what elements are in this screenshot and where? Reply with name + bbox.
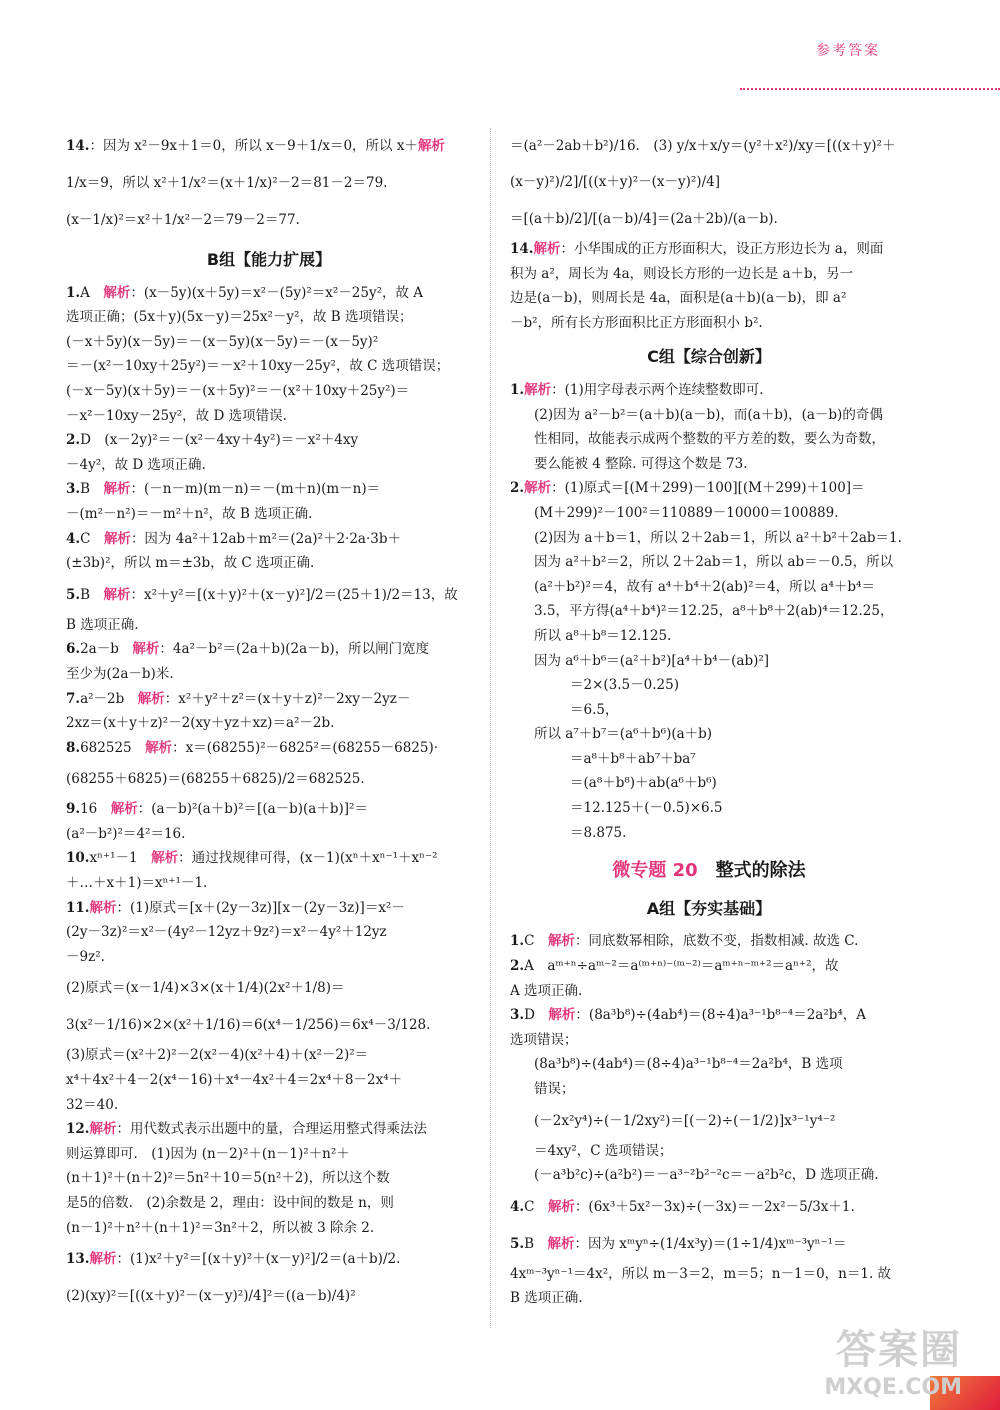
watermark-big: 答案圈 (836, 1327, 962, 1373)
answer-line (510, 699, 908, 723)
item-number: 9. (66, 801, 81, 818)
answer-text: B (524, 1235, 548, 1252)
answer-line (66, 405, 472, 429)
item-number: 4. (510, 1198, 525, 1215)
answer-text: 4xᵐ⁻³yⁿ⁻¹＝4x²，所以 m－3＝2，m＝5；n－1＝0，n＝1. 故 (510, 1265, 892, 1282)
answer-text: B (80, 481, 104, 498)
answer-text: ＝2×(3.5－0.25) (570, 677, 679, 694)
analysis-text: ：x²＋y²＝[(x＋y)²＋(x－y)²]/2＝(25＋1)/2＝13，故 (130, 586, 458, 603)
answer-text: 682525 (80, 739, 146, 756)
header-divider (740, 88, 1000, 90)
analysis-tag: 解析 (547, 933, 575, 950)
answer-item (66, 128, 472, 164)
answer-line (510, 1053, 908, 1077)
answer-line (66, 663, 472, 687)
answer-text: B (80, 586, 104, 603)
answer-text: a²－2b (80, 690, 138, 707)
header-label: 参考答案 (816, 43, 880, 59)
answer-text: A (80, 284, 104, 301)
answer-text: (M＋299)²－100²＝110889－10000＝100889. (534, 504, 839, 521)
answer-line (66, 614, 472, 638)
answer-line (66, 1278, 472, 1314)
item-number: 7. (66, 690, 81, 707)
answer-text: 2xz＝(x＋y＋z)²－2(xy＋yz＋xz)＝a²－2b. (66, 715, 335, 732)
analysis-text: ：同底数幂相除，底数不变，指数相减. 故选 C. (574, 933, 859, 950)
analysis-tag: 解析 (547, 1198, 575, 1215)
topic-title: 整式的除法 (715, 860, 806, 882)
answer-text: 积为 a²，周长为 4a，则设长方形的一边长是 a＋b，另一 (510, 265, 854, 282)
answer-text: C (524, 1198, 548, 1215)
answer-item (66, 798, 472, 822)
answer-line (510, 797, 908, 821)
analysis-text: ：(8a³b⁸)÷(4ab⁴)＝(8÷4)a³⁻¹b⁸⁻⁴＝2a²b⁴，A (575, 1007, 867, 1024)
answer-line (66, 712, 472, 736)
watermark-logo (824, 1318, 962, 1400)
answer-line (510, 1078, 908, 1102)
answer-text: (8a³b⁸)÷(4ab⁴)＝(8÷4)a³⁻¹b⁸⁻⁴＝2a²b⁴，B 选项 (534, 1056, 843, 1073)
answer-line (510, 772, 908, 796)
answer-text: ＝6.5， (570, 701, 619, 718)
item-number: 2. (66, 432, 81, 449)
analysis-tag: 解析 (132, 641, 160, 658)
answer-item (510, 1189, 908, 1225)
answer-text: 3(x²－1/16)×2×(x²＋1/16)＝6(x⁴－1/256)＝6x⁴－3/128. (66, 1017, 431, 1034)
answer-line (510, 1140, 908, 1164)
item-number: 1. (510, 933, 525, 950)
answer-text: 因为 a²＋b²＝2，所以 2＋2ab＝1，所以 ab＝－0.5，所以 (534, 554, 894, 571)
answer-text: ＝[(a＋b)/2]/[(a－b)/4]＝(2a＋2b)/(a－b). (510, 211, 778, 227)
analysis-tag: 解析 (103, 530, 131, 547)
item-number: 6. (66, 641, 81, 658)
analysis-tag: 解析 (151, 850, 179, 867)
answer-text: (x－1/x)²＝x²＋1/x²－2＝79－2＝77. (66, 212, 300, 228)
answer-item (66, 737, 472, 761)
item-number: 12. (66, 1121, 90, 1138)
answer-line (510, 1164, 908, 1188)
answer-text: ＝4xy²，C 选项错误； (534, 1142, 673, 1159)
answer-text: 所以 a⁷＋b⁷＝(a⁶＋b⁶)(a＋b) (534, 726, 713, 743)
analysis-text: ：因为 xᵐyⁿ÷(1/4x³y)＝(1÷1/4)xᵐ⁻³yⁿ⁻¹＝ (574, 1235, 847, 1252)
analysis-text: ：因为 4a²＋12ab＋m²＝(2a)²＋2·2a·3b＋ (130, 530, 401, 547)
analysis-text: ：(a－b)²(a＋b)²＝[(a－b)(a＋b)]²＝ (137, 801, 368, 818)
answer-line (66, 202, 472, 238)
analysis-text: ：(x－5y)(x＋5y)＝x²－(5y)²＝x²－25y²，故 A (130, 284, 424, 301)
answer-text: 边是(a－b)，则周长是 4a，面积是(a＋b)(a－b)，即 a² (510, 290, 847, 307)
watermark-small: MXQE.COM (824, 1375, 962, 1400)
analysis-tag: 解析 (547, 1235, 575, 1252)
answer-text: (－a³b²c)÷(a²b²)＝－a³⁻²b²⁻²c＝－a²b²c，D 选项正确. (534, 1167, 879, 1184)
analysis-text: ：用代数式表示出题中的量，合理运用整式得乘法法 (116, 1121, 427, 1138)
answer-text: 错误； (534, 1081, 575, 1097)
answer-line (66, 872, 472, 896)
section-heading: C组【综合创新】 (647, 347, 771, 367)
answer-text: C (80, 530, 104, 547)
answer-line (510, 287, 908, 311)
answer-item (510, 477, 908, 501)
analysis-tag: 解析 (110, 801, 138, 818)
analysis-tag: 解析 (145, 739, 173, 756)
answer-item (66, 577, 472, 613)
right-column (510, 128, 908, 1312)
answer-text: D (80, 432, 105, 449)
analysis-text: ：x²＋y²＋z²＝(x＋y＋z)²－2xy－2yz－ (164, 690, 411, 707)
answer-text: A (524, 958, 548, 975)
answer-line (66, 823, 472, 847)
answer-text: (a²－b²)²＝4²＝16. (66, 825, 186, 842)
answer-text: 选项错误； (510, 1031, 578, 1048)
answer-text: (2)因为 a²－b²＝(a＋b)(a－b)，而(a＋b)，(a－b)的奇偶 (534, 406, 883, 423)
answer-text: 32＝40. (66, 1096, 119, 1113)
answer-text: (－2x²y⁴)÷(－1/2xy²)＝[(－2)÷(－1/2)]x³⁻¹y⁴⁻² (534, 1112, 836, 1129)
answer-line (66, 946, 472, 970)
analysis-text: ：(1)x²＋y²＝[(x＋y)²＋(x－y)²]/2＝(a＋b)/2. (116, 1251, 401, 1268)
answer-text: 选项正确；(5x＋y)(5x－y)＝25x²－y²，故 B 选项错误； (66, 309, 413, 326)
answer-text: ＋…＋x＋1)＝xⁿ⁺¹－1. (66, 875, 208, 892)
answer-item (66, 478, 472, 502)
analysis-text: ：(1)原式＝[(M＋299)－100][(M＋299)＋100]＝ (551, 480, 865, 497)
answer-item (510, 955, 908, 979)
item-number: 13. (66, 1251, 90, 1268)
analysis-tag: 解析 (524, 381, 552, 398)
analysis-tag: 解析 (524, 480, 552, 497)
answer-line (66, 552, 472, 576)
answer-text: (n＋1)²＋(n＋2)²＝5n²＋10＝5(n²＋2)，所以这个数 (66, 1170, 390, 1187)
answer-line (510, 312, 908, 336)
answer-text: ＝(a²－2ab＋b²)/16. (3) y/x＋x/y＝(y²＋x²)/xy＝[((x＋y)²＋(x－y)²)/2]/[((x＋y)²－(x－y)²)/4] (510, 138, 896, 190)
answer-line (510, 600, 908, 624)
answer-text: ＝a⁸＋b⁸＋ab⁷＋ba⁷ (570, 750, 696, 767)
answer-line (510, 527, 908, 551)
answer-line (510, 1103, 908, 1139)
answer-line (510, 980, 908, 1004)
analysis-tag: 解析 (89, 899, 117, 916)
answer-text: －b²，所有长方形面积比正方形面积小 b². (510, 314, 763, 331)
answer-line (510, 1029, 908, 1053)
answer-line (510, 453, 908, 477)
answer-line (66, 380, 472, 404)
answer-line (510, 404, 908, 428)
answer-line (510, 674, 908, 698)
answer-text: ＝－(x²－10xy＋25y²)＝－x²＋10xy－25y²，故 C 选项错误； (66, 358, 450, 375)
item-number: 2. (510, 958, 525, 975)
answer-item (66, 897, 472, 921)
analysis-tag: 解析 (137, 690, 165, 707)
item-number: 11. (66, 899, 90, 916)
analysis-text: ：(－n－m)(m－n)＝－(m＋n)(m－n)＝ (130, 481, 381, 498)
answer-text: 性相同，故能表示成两个整数的平方差的数，要么为奇数， (534, 431, 885, 448)
item-number: 8. (66, 739, 81, 756)
answer-item (66, 1118, 472, 1142)
answer-line (66, 1094, 472, 1118)
analysis-tag: 解析 (417, 138, 445, 154)
section-heading: A组【夯实基础】 (646, 898, 772, 918)
left-column (66, 128, 472, 1315)
answer-line (510, 1263, 908, 1287)
answer-text: －(m²－n²)＝－m²＋n²，故 B 选项正确. (66, 505, 313, 522)
analysis-tag: 解析 (548, 1007, 576, 1024)
analysis-text: ：4a²－b²＝(2a＋b)(2a－b)，所以闸门宽度 (159, 641, 430, 658)
section-heading: B组【能力扩展】 (206, 250, 332, 269)
item-number: 1. (510, 381, 525, 398)
item-number: 5. (66, 586, 81, 603)
answer-text: B 选项正确. (510, 1290, 583, 1307)
answer-item (66, 282, 472, 306)
answer-text: 2a－b (80, 641, 133, 658)
answer-line (66, 454, 472, 478)
answer-item (66, 429, 472, 453)
answer-item (510, 379, 908, 403)
analysis-text: ：(1)用字母表示两个连续整数即可. (551, 381, 764, 398)
answer-line (66, 761, 472, 797)
answer-line (66, 921, 472, 945)
answer-line (510, 748, 908, 772)
answer-text: (2y－3z)²＝x²－(4y²－12yz＋9z²)＝x²－4y²＋12yz (66, 924, 387, 941)
analysis-tag: 解析 (89, 1251, 117, 1268)
analysis-text: (x－2y)²＝－(x²－4xy＋4y²)＝－x²＋4xy (104, 432, 359, 449)
answer-text: 要么能被 4 整除. 可得这个数是 73. (534, 455, 748, 472)
column-divider (490, 128, 491, 1328)
answer-item (510, 238, 908, 262)
answer-text: (n－1)²＋n²＋(n＋1)²＝3n²＋2，所以被 3 除余 2. (66, 1219, 375, 1236)
analysis-text: ：小华围成的正方形面积大，设正方形边长为 a，则面 (560, 241, 884, 257)
answer-line (510, 128, 908, 200)
answer-text: 3.5，平方得(a⁴＋b⁴)²＝12.25，a⁸＋b⁸＋2(ab)⁴＝12.25， (534, 603, 894, 620)
answer-line (510, 201, 908, 237)
answer-line (510, 723, 908, 747)
answer-text: －9z². (66, 948, 105, 965)
answer-line (510, 502, 908, 526)
answer-text: (68255＋6825)＝(68255＋6825)/2＝682525. (66, 771, 365, 788)
answer-text: (2)原式＝(x－1/4)×3×(x＋1/4)(2x²＋1/8)＝ (66, 980, 345, 997)
item-number: 2. (510, 480, 525, 497)
answer-item (510, 930, 908, 954)
item-number: 5. (510, 1235, 525, 1252)
answer-line (510, 1287, 908, 1311)
answer-text: －4y²，故 D 选项正确. (66, 456, 206, 473)
item-number: 3. (66, 481, 81, 498)
answer-text: ：因为 x²－9x＋1＝0，所以 x－9＋1/x＝0，所以 x＋ (89, 138, 418, 154)
answer-line (510, 650, 908, 674)
answer-text: B 选项正确. (66, 616, 139, 633)
item-number: 4. (66, 530, 81, 547)
answer-text: 至少为(2a－b)米. (66, 665, 174, 682)
analysis-tag: 解析 (103, 586, 131, 603)
answer-line (66, 165, 472, 201)
answer-text: x⁴＋4x²＋4－2(x⁴－16)＋x⁴－4x²＋4＝2x⁴＋8－2x⁴＋ (66, 1072, 403, 1089)
analysis-text: ：x＝(68255)²－6825²＝(68255－6825)· (172, 739, 439, 756)
answer-item (510, 1004, 908, 1028)
answer-line (66, 331, 472, 355)
answer-text: (a²＋b²)²＝4，故有 a⁴＋b⁴＋2(ab)²＝4，所以 a⁴＋b⁴＝ (534, 578, 875, 595)
answer-text: ＝12.125＋(－0.5)×6.5 (570, 800, 723, 817)
item-number: 14. (66, 138, 90, 154)
answer-line (510, 428, 908, 452)
answer-text: C (524, 933, 548, 950)
answer-text: (2)因为 a＋b＝1，所以 2＋2ab＝1，所以 a²＋b²＋2ab＝1. (534, 529, 902, 546)
topic-heading (510, 859, 908, 883)
analysis-text: ：(6x³＋5x²－3x)÷(－3x)＝－2x²－5/3x＋1. (574, 1198, 855, 1215)
analysis-tag: 解析 (103, 284, 131, 301)
answer-text: (3)原式＝(x²＋2)²－2(x²－4)(x²＋4)＋(x²－2)²＝ (66, 1047, 369, 1064)
answer-line (66, 1192, 472, 1216)
answer-item (510, 1226, 908, 1262)
item-number: 1. (66, 284, 81, 301)
answer-line (510, 576, 908, 600)
answer-line (66, 1143, 472, 1167)
answer-line (510, 822, 908, 846)
answer-text: 是5的倍数. (2)余数是 2，理由：设中间的数是 n，则 (66, 1195, 394, 1211)
answer-text: 因为 a⁶＋b⁶＝(a²＋b²)[a⁴＋b⁴－(ab)²] (534, 652, 770, 669)
answer-line (510, 263, 908, 287)
analysis-text: aᵐ⁺ⁿ÷aᵐ⁻²＝a⁽ᵐ⁺ⁿ⁾⁻⁽ᵐ⁻²⁾＝aᵐ⁺ⁿ⁻ᵐ⁺²＝aⁿ⁺²，故 (547, 958, 839, 975)
answer-text: ＝8.875. (570, 824, 627, 841)
answer-text: 1/x＝9，所以 x²＋1/x²＝(x＋1/x)²－2＝81－2＝79. (66, 175, 388, 191)
answer-text: D (524, 1007, 549, 1024)
answer-item (66, 688, 472, 712)
answer-line (66, 1007, 472, 1043)
answer-line (66, 1217, 472, 1241)
analysis-tag: 解析 (103, 481, 131, 498)
answer-text: (2)(xy)²＝[((x＋y)²－(x－y)²)/4]²＝((a－b)/4)² (66, 1288, 356, 1305)
analysis-text: ：(1)原式＝[x＋(2y－3z)][x－(2y－3z)]＝x²－ (116, 899, 405, 916)
analysis-tag: 解析 (533, 241, 561, 257)
item-number: 10. (66, 850, 90, 867)
answer-text: －x²－10xy－25y²，故 D 选项错误. (66, 407, 287, 424)
answer-item (66, 1241, 472, 1277)
answer-text: 所以 a⁸＋b⁸＝12.125. (534, 627, 672, 644)
answer-item (66, 847, 472, 871)
answer-text: (－x－5y)(x＋5y)＝－(x＋5y)²＝－(x²＋10xy＋25y²)＝ (66, 382, 410, 399)
answer-line (66, 1044, 472, 1068)
answer-item (66, 638, 472, 662)
answer-text: (±3b)²，所以 m＝±3b，故 C 选项正确. (66, 555, 315, 572)
answer-line (66, 1069, 472, 1093)
answer-item (66, 528, 472, 552)
item-number: 14. (510, 241, 534, 257)
answer-text: 16 (80, 801, 111, 818)
answer-text: (－x＋5y)(x－5y)＝－(x－5y)(x－5y)＝－(x－5y)² (66, 333, 379, 350)
analysis-tag: 解析 (89, 1121, 117, 1138)
answer-line (66, 970, 472, 1006)
answer-line (66, 306, 472, 330)
answer-text: xⁿ⁺¹－1 (89, 850, 152, 867)
answer-text: A 选项正确. (510, 982, 583, 999)
answer-line (66, 355, 472, 379)
answer-text: ＝(a⁸＋b⁸)＋ab(a⁶＋b⁶) (570, 775, 717, 792)
analysis-text: ：通过找规律可得，(x－1)(xⁿ＋xⁿ⁻¹＋xⁿ⁻² (178, 850, 438, 867)
answer-line (510, 625, 908, 649)
item-number: 3. (510, 1007, 525, 1024)
answer-line (66, 1167, 472, 1191)
topic-number: 微专题 20 (612, 860, 698, 882)
answer-text: 则运算即可. (1)因为 (n－2)²＋(n－1)²＋n²＋ (66, 1145, 350, 1162)
answer-line (510, 551, 908, 575)
answer-line (66, 503, 472, 527)
